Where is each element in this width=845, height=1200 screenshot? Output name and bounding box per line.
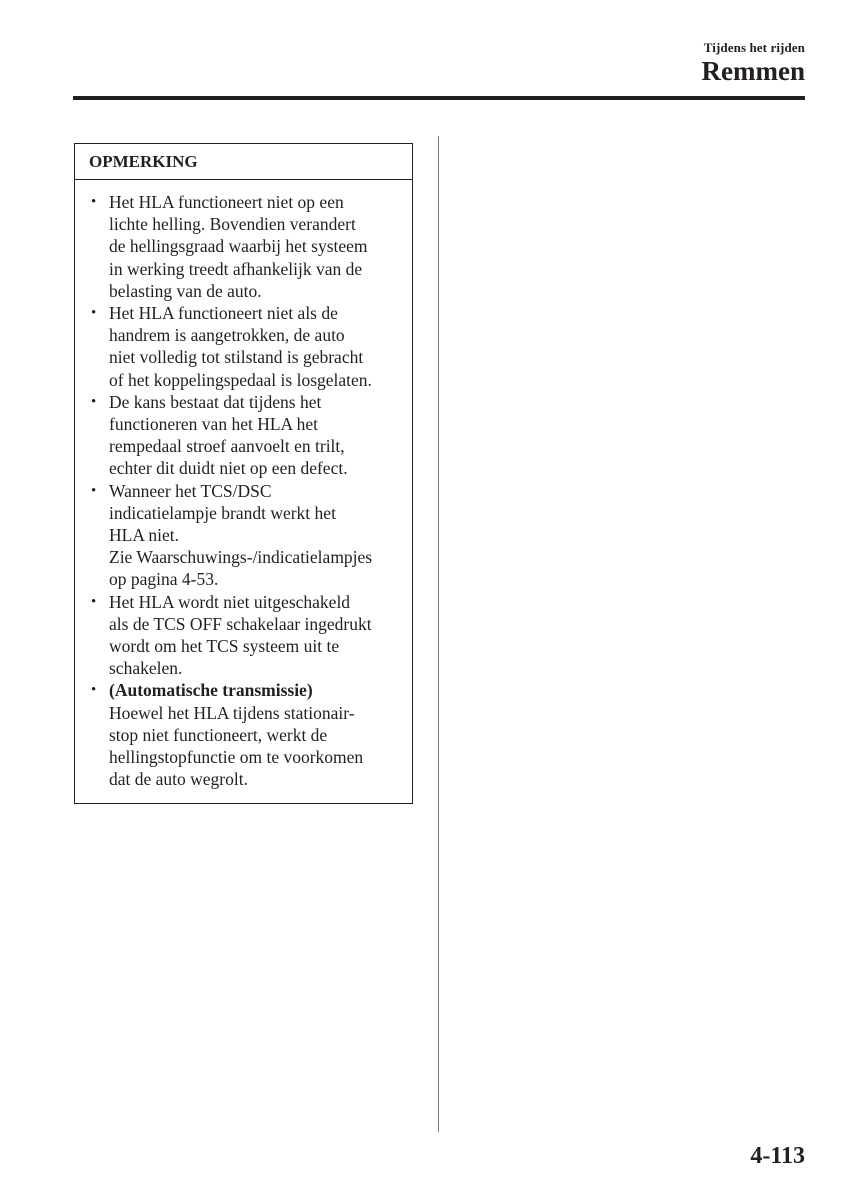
note-item-line: Zie Waarschuwings-/indicatielampjes bbox=[109, 547, 373, 568]
note-list-item bbox=[87, 480, 404, 591]
note-heading: OPMERKING bbox=[75, 144, 412, 180]
note-item-line: op pagina 4-53. bbox=[109, 569, 219, 590]
note-item-line: Het HLA functioneert niet op een bbox=[109, 192, 344, 212]
note-item-line: functioneren van het HLA het bbox=[109, 414, 318, 435]
section-label: Tijdens het rijden bbox=[703, 40, 805, 55]
note-item-line: rempedaal stroef aanvoelt en trilt, bbox=[109, 436, 345, 457]
bullet-icon: • bbox=[91, 305, 97, 322]
note-list-item bbox=[87, 591, 404, 680]
note-list-item bbox=[87, 679, 404, 790]
note-item-line: wordt om het TCS systeem uit te bbox=[109, 636, 340, 657]
note-list-item bbox=[87, 391, 404, 480]
column-divider bbox=[438, 136, 439, 1132]
note-item-line: belasting van de auto. bbox=[109, 280, 262, 301]
note-item-line: schakelen. bbox=[109, 658, 183, 679]
note-item-line: HLA niet. bbox=[109, 525, 179, 546]
note-list bbox=[75, 180, 412, 790]
note-item-line: stop niet functioneert, werkt de bbox=[109, 724, 328, 745]
note-item-line: Het HLA functioneert niet als de bbox=[109, 303, 338, 324]
note-item-line: als de TCS OFF schakelaar ingedrukt bbox=[109, 613, 372, 634]
note-item-line: handrem is aangetrokken, de auto bbox=[109, 325, 345, 346]
page-title: Remmen bbox=[701, 56, 805, 86]
note-item-line: Hoewel het HLA tijdens stationair- bbox=[109, 702, 355, 723]
bullet-icon: • bbox=[91, 593, 97, 610]
bullet-icon: • bbox=[91, 682, 97, 699]
note-list-item bbox=[87, 302, 404, 391]
page-number: 4-113 bbox=[750, 1143, 805, 1169]
note-item-line: hellingstopfunctie om te voorkomen bbox=[109, 747, 364, 768]
note-box bbox=[74, 143, 413, 804]
note-item-line: niet volledig tot stilstand is gebracht bbox=[109, 347, 364, 368]
note-item-line: dat de auto wegrolt. bbox=[109, 769, 248, 790]
note-item-line: indicatielampje brandt werkt het bbox=[109, 502, 336, 523]
bullet-icon: • bbox=[91, 194, 97, 210]
bullet-icon: • bbox=[91, 482, 97, 499]
note-item-line: of het koppelingspedaal is losgelaten. bbox=[109, 369, 372, 390]
note-item-line: Het HLA wordt niet uitgeschakeld bbox=[109, 591, 351, 612]
header-rule bbox=[73, 96, 805, 100]
note-item-line: in werking treedt afhankelijk van de bbox=[109, 258, 363, 279]
note-item-line: de hellingsgraad waarbij het systeem bbox=[109, 236, 368, 257]
note-item-line: De kans bestaat dat tijdens het bbox=[109, 391, 322, 412]
note-item-line: echter dit duidt niet op een defect. bbox=[109, 458, 348, 479]
note-item-heading: (Automatische transmissie) bbox=[109, 680, 313, 701]
note-item-line: Wanneer het TCS/DSC bbox=[109, 480, 272, 501]
note-list-item bbox=[87, 191, 404, 302]
bullet-icon: • bbox=[91, 393, 97, 410]
note-item-line: lichte helling. Bovendien verandert bbox=[109, 214, 356, 235]
